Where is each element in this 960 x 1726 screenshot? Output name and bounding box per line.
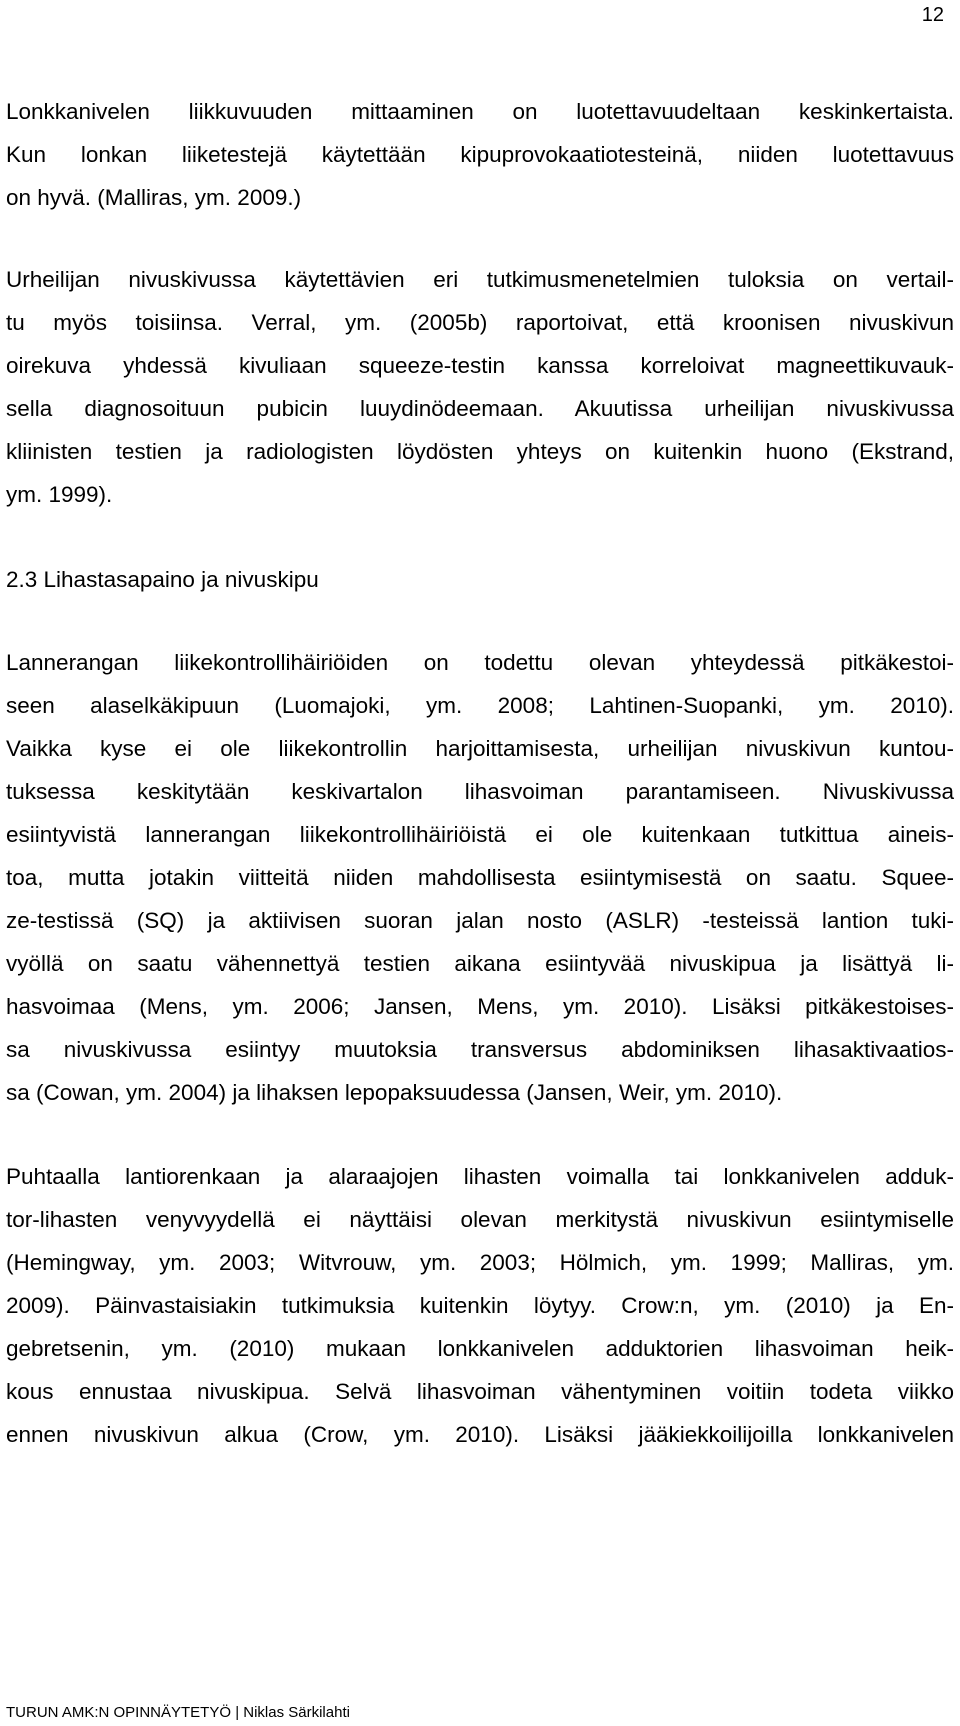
text-line: Urheilijan nivuskivussa käytettävien eri tutkimusmenetelmien tuloksia on vertail- [6, 267, 954, 292]
text-line: vyöllä on saatu vähennettyä testien aikana esiintyvää nivuskipua ja lisättyä li- [6, 951, 954, 976]
text-line: seen alaselkäkipuun (Luomajoki, ym. 2008; Lahtinen-Suopanki, ym. 2010). [6, 693, 954, 718]
text-line: ennen nivuskivun alkua (Crow, ym. 2010). Lisäksi jääkiekkoilijoilla lonkkanivelen [6, 1422, 954, 1447]
text-line: kous ennustaa nivuskipua. Selvä lihasvoiman vähentyminen voitiin todeta viikko [6, 1379, 954, 1404]
text-line: tu myös toisiinsa. Verral, ym. (2005b) raportoivat, että kroonisen nivuskivun [6, 310, 954, 335]
text-line: (Hemingway, ym. 2003; Witvrouw, ym. 2003; Hölmich, ym. 1999; Malliras, ym. [6, 1250, 954, 1275]
page-number: 12 [921, 4, 944, 26]
text-line: toa, mutta jotakin viitteitä niiden mahdollisesta esiintymisestä on saatu. Squee- [6, 865, 954, 890]
text-line: sa nivuskivussa esiintyy muutoksia transversus abdominiksen lihasaktivaatios- [6, 1037, 954, 1062]
text-line: Kun lonkan liiketestejä käytettään kipuprovokaatiotesteinä, niiden luotettavuus [6, 142, 954, 167]
text-line: kliinisten testien ja radiologisten löydösten yhteys on kuitenkin huono (Ekstrand, [6, 439, 954, 464]
text-line: tor-lihasten venyvyydellä ei näyttäisi olevan merkitystä nivuskivun esiintymiselle [6, 1207, 954, 1232]
text-line: on hyvä. (Malliras, ym. 2009.) [6, 185, 302, 210]
text-line: tuksessa keskitytään keskivartalon lihasvoiman parantamiseen. Nivuskivussa [6, 779, 954, 804]
text-line: hasvoimaa (Mens, ym. 2006; Jansen, Mens, ym. 2010). Lisäksi pitkäkestoises- [6, 994, 954, 1019]
section-heading: 2.3 Lihastasapaino ja nivuskipu [6, 567, 319, 592]
text-line: Vaikka kyse ei ole liikekontrollin harjoittamisesta, urheilijan nivuskivun kuntou- [6, 736, 954, 761]
text-line: sa (Cowan, ym. 2004) ja lihaksen lepopaksuudessa (Jansen, Weir, ym. 2010). [6, 1080, 783, 1105]
text-line: ze-testissä (SQ) ja aktiivisen suoran jalan nosto (ASLR) -testeissä lantion tuki- [6, 908, 954, 933]
text-line: oirekuva yhdessä kivuliaan squeeze-testin kanssa korreloivat magneettikuvauk- [6, 353, 954, 378]
text-line: Lannerangan liikekontrollihäiriöiden on todettu olevan yhteydessä pitkäkestoi- [6, 650, 954, 675]
text-line: esiintyvistä lannerangan liikekontrollihäiriöistä ei ole kuitenkaan tutkittua aineis- [6, 822, 954, 847]
text-line: sella diagnosoituun pubicin luuydinödeemaan. Akuutissa urheilijan nivuskivussa [6, 396, 954, 421]
text-line: Lonkkanivelen liikkuvuuden mittaaminen on luotettavuudeltaan keskinkertaista. [6, 99, 954, 124]
text-line: gebretsenin, ym. (2010) mukaan lonkkanivelen adduktorien lihasvoiman heik- [6, 1336, 954, 1361]
text-line: Puhtaalla lantiorenkaan ja alaraajojen lihasten voimalla tai lonkkanivelen adduk- [6, 1164, 954, 1189]
text-line: ym. 1999). [6, 482, 113, 507]
text-line: 2009). Päinvastaisiakin tutkimuksia kuitenkin löytyy. Crow:n, ym. (2010) ja En- [6, 1293, 954, 1318]
page-footer: TURUN AMK:N OPINNÄYTETYÖ | Niklas Särkilahti [6, 1704, 350, 1721]
